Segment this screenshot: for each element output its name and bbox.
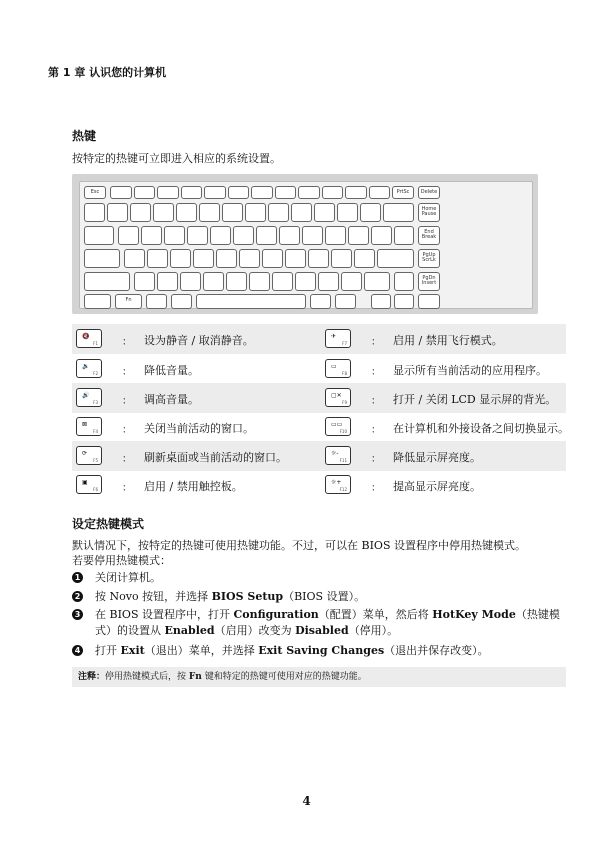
key-letter [147, 249, 168, 268]
hotkey-description: 启用 / 禁用触控板。 [144, 480, 243, 493]
key-number-row [84, 203, 105, 222]
hotkey-mode-intro: 默认情况下，按特定的热键可使用热键功能。不过，可以在 BIOS 设置程序中停用热键模式。 [72, 539, 526, 552]
brightness-up-icon [325, 475, 351, 494]
key-pgdn [418, 272, 440, 291]
hotkey-colon: ： [371, 396, 381, 407]
step-term: Configuration [233, 608, 319, 621]
key-pgdn-label: PgDn Insert [421, 275, 437, 286]
hotkey-row [72, 412, 569, 442]
key-letter [124, 249, 145, 268]
hotkey-colon: ： [371, 425, 381, 436]
key-letter [331, 249, 352, 268]
note-text-fn: Fn [188, 672, 202, 682]
key-f1 [110, 186, 132, 199]
key-number-row [291, 203, 312, 222]
step-number: 1 [72, 572, 83, 583]
step-fragment: 在 BIOS 设置程序中，打开 [95, 608, 234, 621]
key-end [418, 226, 440, 245]
hotkey-description: 在计算机和外接设备之间切换显示。 [393, 422, 569, 435]
mute-icon [76, 329, 102, 348]
key-backspace [383, 203, 414, 222]
hotkey-colon: ： [371, 454, 381, 465]
key-tab [84, 226, 114, 245]
fn-key-label: F3 [93, 400, 98, 405]
key-letter [118, 226, 139, 245]
hotkey-colon: ： [371, 367, 381, 378]
step-number: 3 [72, 609, 83, 620]
key-letter [203, 272, 224, 291]
volume-up-icon [76, 388, 102, 407]
key-f9 [298, 186, 320, 199]
key-esc [84, 186, 106, 199]
key-letter [210, 226, 231, 245]
key-ctrl [84, 294, 111, 309]
key-shift-right [364, 272, 390, 291]
step-term: Disabled [295, 624, 349, 637]
key-letter [180, 272, 201, 291]
brightness-up-icon-glyph: ☼+ [331, 479, 342, 486]
key-win [146, 294, 167, 309]
note-text-c: 键和特定的热键可使用对应的热键功能。 [201, 672, 367, 682]
hotkey-row [72, 324, 566, 354]
mute-icon-glyph: 🔇 [82, 333, 90, 340]
brightness-down-icon [325, 446, 351, 465]
key-prtsc [392, 186, 414, 199]
hotkey-colon: ： [371, 483, 381, 494]
hotkey-description: 设为静音 / 取消静音。 [144, 334, 254, 347]
hotkey-colon: ： [122, 454, 132, 465]
key-letter [134, 272, 155, 291]
key-letter [157, 272, 178, 291]
volume-down-icon [76, 359, 102, 378]
key-letter [285, 249, 306, 268]
key-letter [187, 226, 208, 245]
hotkey-description: 提高显示屏亮度。 [393, 480, 481, 493]
hotkeys-intro: 按特定的热键可立即进入相应的系统设置。 [72, 152, 281, 165]
hotkey-colon: ： [122, 425, 132, 436]
key-f10 [322, 186, 344, 199]
key-f3 [157, 186, 179, 199]
step-term: Enabled [164, 624, 215, 637]
note-text-a: 停用热键模式后，按 [105, 672, 189, 682]
step-text [95, 643, 565, 659]
fn-key-label: F4 [93, 429, 98, 434]
step-fragment: （BIOS 设置）。 [283, 590, 366, 603]
key-letter [249, 272, 270, 291]
key-ctrl-right [335, 294, 356, 309]
app-switch-icon [325, 359, 351, 378]
hotkey-colon: ： [122, 367, 132, 378]
key-f12 [369, 186, 391, 199]
hotkey-row [72, 383, 566, 413]
key-end-label: End Break [421, 229, 437, 240]
note-label: 注释： [78, 672, 106, 682]
key-letter [164, 226, 185, 245]
key-letter [193, 249, 214, 268]
step-term: HotKey Mode [432, 608, 516, 621]
fn-key-label: F8 [342, 371, 347, 376]
step-text [95, 589, 565, 605]
key-letter [354, 249, 375, 268]
key-prtsc-label: PrtSc [396, 189, 410, 195]
hotkey-description: 降低显示屏亮度。 [393, 451, 481, 464]
key-f11 [345, 186, 367, 199]
step-fragment: 关闭计算机。 [95, 571, 161, 584]
fn-key-label: F7 [342, 341, 347, 346]
key-f8 [275, 186, 297, 199]
hotkey-description: 启用 / 禁用飞行模式。 [393, 334, 503, 347]
step-fragment: 打开 [95, 644, 121, 657]
step-fragment: （配置）菜单，然后将 [318, 608, 433, 621]
step-term: BIOS Setup [211, 590, 284, 603]
hotkey-description: 显示所有当前活动的应用程序。 [393, 364, 547, 377]
hotkey-mode-heading: 设定热键模式 [72, 517, 145, 531]
fn-key-label: F5 [93, 458, 98, 463]
key-number-row [107, 203, 128, 222]
step-text [95, 607, 565, 639]
key-letter [318, 272, 339, 291]
step-term: Exit Saving Changes [258, 644, 385, 657]
refresh-icon-glyph: ⟳ [82, 450, 88, 457]
key-letter [233, 226, 254, 245]
key-letter [308, 249, 329, 268]
key-f5 [204, 186, 226, 199]
refresh-icon [76, 446, 102, 465]
key-backslash [394, 226, 414, 245]
key-shift-left [84, 272, 130, 291]
key-letter [256, 226, 277, 245]
key-home [418, 203, 440, 222]
hotkey-description: 关闭当前活动的窗口。 [144, 422, 254, 435]
key-arrow-left [371, 294, 391, 309]
hotkey-mode-intro-2: 若要停用热键模式： [72, 554, 171, 567]
key-delete-label: Delete [420, 189, 438, 195]
fn-key-label: F1 [93, 341, 98, 346]
key-f7 [251, 186, 273, 199]
key-arrow-up [394, 272, 414, 291]
key-number-row [222, 203, 243, 222]
key-f6 [228, 186, 250, 199]
step-fragment: （停用）。 [348, 624, 399, 637]
note-box [72, 667, 566, 687]
key-home-label: Home Pause [421, 206, 437, 217]
hotkeys-heading: 热键 [72, 129, 97, 143]
display-off-icon-glyph: ▢✕ [331, 392, 342, 399]
step-fragment: （退出并保存改变）。 [384, 644, 489, 657]
key-fn [115, 294, 142, 309]
step-fragment: （热键模式）的设置从 [95, 608, 560, 637]
hotkey-row [72, 470, 566, 500]
key-caps [84, 249, 120, 268]
key-number-row [314, 203, 335, 222]
key-letter [216, 249, 237, 268]
key-number-row [268, 203, 289, 222]
key-arrow-down [394, 294, 414, 309]
key-letter [295, 272, 316, 291]
step-text [95, 570, 565, 586]
key-alt-right [310, 294, 331, 309]
key-enter [377, 249, 414, 268]
key-number-row [176, 203, 197, 222]
display-switch-icon [325, 417, 351, 436]
key-letter [141, 226, 162, 245]
key-letter [371, 226, 392, 245]
page-number: 4 [302, 794, 311, 808]
hotkey-colon: ： [122, 337, 132, 348]
key-number-row [130, 203, 151, 222]
key-letter [341, 272, 362, 291]
hotkey-description: 调高音量。 [144, 393, 199, 406]
close-window-icon [76, 417, 102, 436]
key-letter [325, 226, 346, 245]
step-term: Exit [120, 644, 145, 657]
step-fragment: （启用）改变为 [214, 624, 296, 637]
close-window-icon-glyph: ⊠ [82, 421, 88, 428]
step-number: 2 [72, 591, 83, 602]
touchpad-icon [76, 475, 102, 494]
fn-key-label: F6 [93, 487, 98, 492]
hotkey-colon: ： [122, 396, 132, 407]
hotkey-description: 降低音量。 [144, 364, 199, 377]
fn-key-label: F9 [342, 400, 347, 405]
key-letter [302, 226, 323, 245]
key-pgup [418, 249, 440, 268]
key-esc-label: Esc [90, 189, 100, 195]
key-number-row [337, 203, 358, 222]
hotkey-row [72, 441, 566, 471]
hotkey-colon: ： [371, 337, 381, 348]
key-letter [262, 249, 283, 268]
hotkey-colon: ： [122, 483, 132, 494]
key-number-row [199, 203, 220, 222]
airplane-icon-glyph: ✈ [331, 333, 337, 340]
hotkey-row [72, 354, 566, 384]
key-f4 [181, 186, 203, 199]
chapter-title: 第 1 章 认识您的计算机 [48, 66, 167, 79]
display-off-icon [325, 388, 351, 407]
volume-down-icon-glyph: 🔉 [82, 363, 90, 370]
key-letter [348, 226, 369, 245]
hotkey-description: 刷新桌面或当前活动的窗口。 [144, 451, 287, 464]
fn-key-label: F11 [339, 458, 347, 463]
key-pgup-label: PgUp ScrLk [422, 252, 436, 263]
fn-key-label: F10 [339, 429, 347, 434]
step-number: 4 [72, 645, 83, 656]
step-fragment: 按 Novo 按钮，并选择 [95, 590, 212, 603]
display-switch-icon-glyph: ▭▭ [331, 421, 343, 428]
brightness-down-icon-glyph: ☼- [331, 450, 339, 457]
key-number-row [360, 203, 381, 222]
key-letter [170, 249, 191, 268]
key-arrow-right [418, 294, 440, 309]
volume-up-icon-glyph: 🔊 [82, 392, 90, 399]
airplane-icon [325, 329, 351, 348]
touchpad-icon-glyph: ▣ [82, 479, 88, 486]
key-delete [418, 186, 440, 199]
keyboard-illustration [72, 174, 538, 314]
key-number-row [153, 203, 174, 222]
fn-key-label: F12 [339, 487, 347, 492]
hotkey-description: 打开 / 关闭 LCD 显示屏的背光。 [393, 393, 557, 406]
key-letter [279, 226, 300, 245]
app-switch-icon-glyph: ▭ [331, 363, 337, 370]
key-space [196, 294, 306, 309]
step-fragment: （退出）菜单，并选择 [144, 644, 259, 657]
key-letter [239, 249, 260, 268]
key-letter [226, 272, 247, 291]
key-number-row [245, 203, 266, 222]
key-f2 [134, 186, 156, 199]
key-letter [272, 272, 293, 291]
key-fn-label: Fn [125, 297, 132, 303]
key-alt [171, 294, 192, 309]
fn-key-label: F2 [93, 371, 98, 376]
